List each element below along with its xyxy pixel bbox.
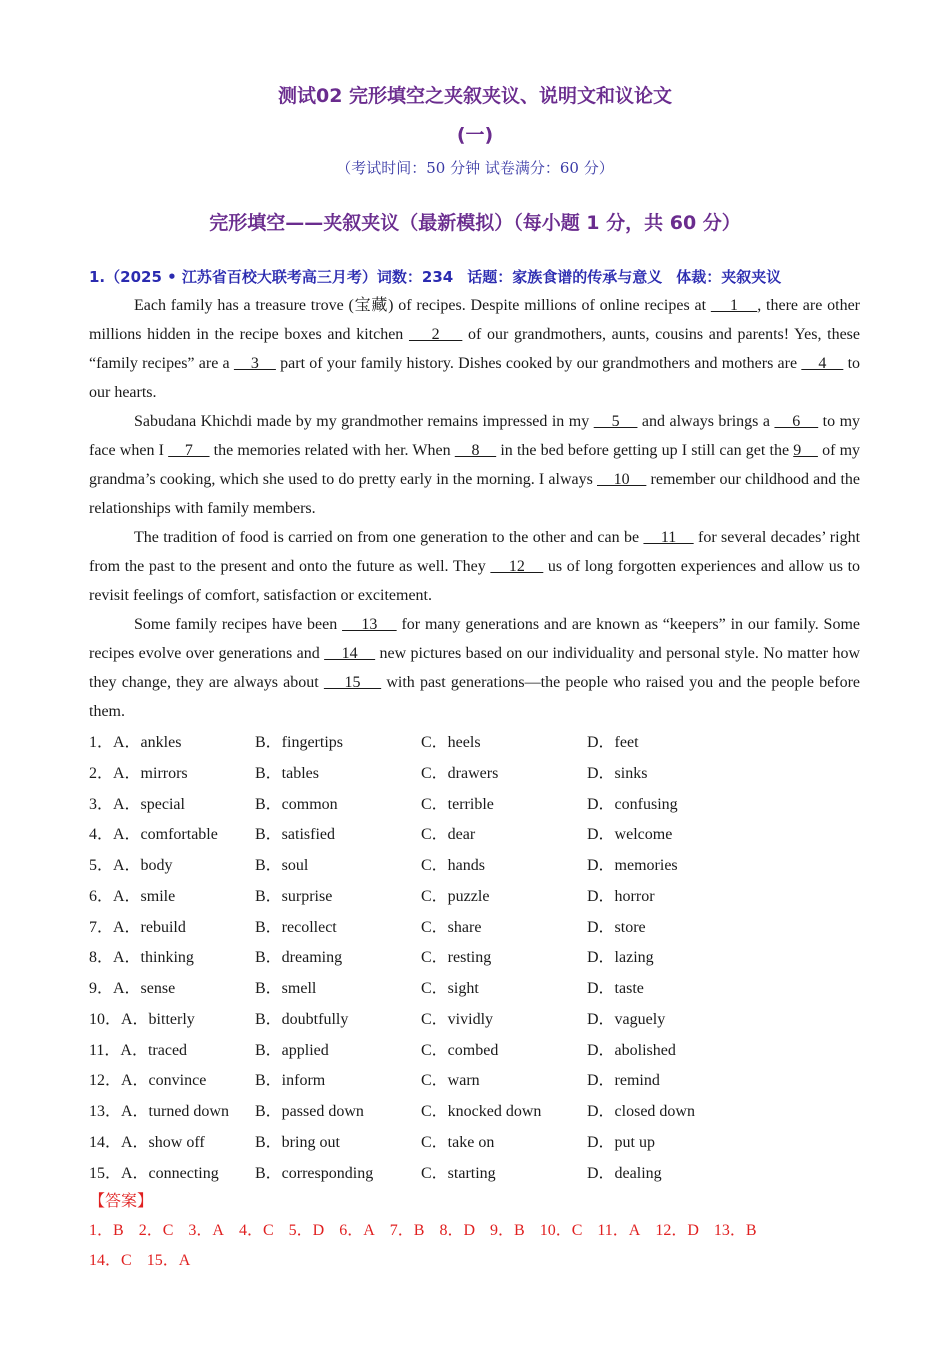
answer-item: 1．B (89, 1222, 124, 1239)
text: The tradition of food is carried on from one generation to the other and can be (134, 529, 644, 546)
blank-10: 10 (597, 471, 647, 488)
options-list (89, 728, 860, 1189)
answer-item: 7．B (389, 1222, 425, 1239)
paragraph-4 (89, 610, 860, 726)
option-row (89, 820, 860, 851)
option-d: D．remind (587, 1072, 660, 1090)
option-row (89, 728, 860, 759)
answer-item: 15．A (146, 1252, 191, 1269)
option-b: B．applied (255, 1041, 329, 1059)
option-b: B．fingertips (255, 734, 343, 751)
blank-1: 1 (710, 297, 758, 314)
option-b: B．passed down (255, 1103, 364, 1120)
blank-14: 14 (324, 645, 376, 662)
option-row (89, 1097, 860, 1128)
blank-15: 15 (323, 674, 382, 691)
option-c: C．warn (421, 1072, 480, 1090)
option-row (89, 759, 860, 790)
option-a: 10．A．bitterly (89, 1010, 195, 1028)
answer-item: 6．A (339, 1222, 375, 1239)
option-b: B．inform (255, 1072, 326, 1090)
option-a: 6．A．smile (89, 887, 176, 905)
option-a: 11．A．traced (89, 1041, 188, 1059)
option-row (89, 1005, 860, 1036)
option-b: B．bring out (255, 1133, 340, 1151)
option-row (89, 943, 860, 974)
option-c: C．knocked down (421, 1103, 542, 1120)
option-a: 3．A．special (89, 795, 185, 813)
option-d: D．taste (587, 980, 644, 997)
answer-item: 10．C (539, 1222, 583, 1239)
text: in the bed before getting up I still can get the (496, 442, 794, 459)
option-row (89, 913, 860, 944)
text: the memories related with her. When (209, 442, 455, 459)
text: Some family recipes have been (134, 616, 343, 633)
blank-2: 2 (408, 326, 463, 343)
option-a: 15．A．connecting (89, 1164, 219, 1182)
option-d: D．welcome (587, 826, 673, 844)
question-genre: 体裁：夹叙夹议 (676, 268, 782, 286)
option-a: 12．A．convince (89, 1072, 207, 1090)
option-c: C．resting (421, 949, 492, 967)
option-a: 7．A．rebuild (89, 918, 186, 936)
option-b: B．soul (255, 857, 309, 874)
answer-item: 5．D (288, 1222, 325, 1239)
text: , there are other millions hidden in the recipe boxes and kitchen (89, 297, 860, 343)
option-a: 8．A．thinking (89, 949, 194, 967)
document-subtitle: (一) (456, 124, 494, 146)
option-a: 5．A．body (89, 857, 173, 874)
question-source: 1.（2025 • 江苏省百校大联考高三月考）词数：234 (89, 268, 454, 286)
option-a: 2．A．mirrors (89, 764, 188, 782)
option-c: C．vividly (421, 1010, 494, 1028)
option-c: C．hands (421, 857, 486, 874)
blank-4: 4 (801, 355, 844, 372)
blank-5: 5 (593, 413, 638, 430)
option-c: C．combed (421, 1041, 499, 1059)
blank-13: 13 (342, 616, 397, 633)
option-d: D．confusing (587, 795, 678, 813)
text: for many generations and are known as “keepers” in our family. Some recipes evolve over generations and (89, 616, 861, 662)
option-c: C．take on (421, 1133, 495, 1151)
option-row (89, 1036, 860, 1067)
option-row (89, 1128, 860, 1159)
option-row (89, 1159, 860, 1190)
blank-8: 8 (454, 442, 497, 459)
option-a: 4．A．comfortable (89, 826, 218, 844)
text: new pictures based on our individuality and personal style. No matter how they change, they are always about (89, 645, 860, 691)
option-d: D．abolished (587, 1041, 676, 1059)
option-b: B．dreaming (255, 949, 343, 967)
option-a: 13．A．turned down (89, 1103, 229, 1120)
option-c: C．starting (421, 1164, 496, 1182)
text: part of your family history. Dishes cooked by our grandmothers and mothers are (275, 355, 802, 372)
answer-label: 【答案】 (89, 1193, 154, 1210)
option-row (89, 851, 860, 882)
option-b: B．satisfied (255, 826, 335, 844)
option-d: D．put up (587, 1133, 656, 1151)
text: of our grandmothers, aunts, cousins and parents! Yes, these “family recipes” are a (89, 326, 860, 372)
blank-7: 7 (168, 442, 210, 459)
text: to my face when I (89, 413, 861, 459)
answer-item: 14．C (89, 1252, 132, 1269)
option-b: B．corresponding (255, 1164, 374, 1182)
option-d: D．closed down (587, 1103, 695, 1120)
text: and always brings a (637, 413, 775, 430)
text: with past generations—the people who raised you and the people before them. (89, 674, 861, 720)
option-c: C．share (421, 918, 482, 936)
text: of my grandma’s cooking, which she used to do pretty early in the morning. I always (89, 442, 861, 488)
answer-item: 9．B (490, 1222, 525, 1239)
answer-item: 8．D (439, 1222, 475, 1239)
paragraph-2 (89, 407, 860, 523)
blank-11: 11 (643, 529, 694, 546)
blank-3: 3 (233, 355, 276, 372)
answer-key (89, 1216, 860, 1276)
option-c: C．drawers (421, 764, 499, 782)
blank-9: 9 (793, 442, 818, 459)
option-b: B．surprise (255, 887, 333, 905)
option-d: D．lazing (587, 949, 654, 967)
text: Sabudana Khichdi made by my grandmother remains impressed in my (134, 413, 594, 430)
option-d: D．store (587, 918, 646, 936)
cloze-passage (89, 291, 860, 726)
option-d: D．memories (587, 857, 678, 874)
paragraph-3 (89, 523, 860, 610)
option-a: 1．A．ankles (89, 734, 182, 751)
option-b: B．common (255, 795, 338, 813)
option-d: D．horror (587, 887, 655, 905)
text: to our hearts. (89, 355, 861, 401)
option-a: 9．A．sense (89, 980, 176, 997)
option-row (89, 790, 860, 821)
option-a: 14．A．show off (89, 1133, 205, 1151)
answer-item: 13．B (713, 1222, 757, 1239)
option-c: C．sight (421, 980, 479, 997)
answer-item: 4．C (238, 1222, 274, 1239)
option-d: D．feet (587, 734, 639, 751)
question-topic: 话题：家族食谱的传承与意义 (467, 268, 663, 286)
option-b: B．tables (255, 764, 319, 782)
blank-12: 12 (490, 558, 544, 575)
option-c: C．terrible (421, 795, 494, 813)
blank-6: 6 (774, 413, 819, 430)
document-title: 测试02 完形填空之夹叙夹议、说明文和议论文 (277, 85, 673, 107)
option-c: C．puzzle (421, 887, 490, 905)
option-b: B．smell (255, 980, 317, 997)
section-title: 完形填空——夹叙夹议（最新模拟）（每小题 1 分，共 60 分） (209, 212, 741, 234)
option-d: D．dealing (587, 1164, 662, 1182)
answer-item: 3．A (188, 1222, 224, 1239)
paragraph-1 (89, 291, 860, 407)
option-b: B．recollect (255, 918, 337, 936)
option-c: C．dear (421, 826, 476, 844)
text: Each family has a treasure trove (宝藏) of recipes. Despite millions of online recipes at (134, 297, 711, 314)
question-header (89, 266, 795, 287)
text: us of long forgotten experiences and allow us to revisit feelings of comfort, satisfaction or excitement. (89, 558, 861, 604)
option-row (89, 974, 860, 1005)
exam-info: （考试时间：50 分钟 试卷满分：60 分） (336, 159, 614, 177)
answer-item: 11．A (597, 1222, 641, 1239)
option-row (89, 1066, 860, 1097)
option-row (89, 882, 860, 913)
option-b: B．doubtfully (255, 1010, 349, 1028)
answer-item: 2．C (138, 1222, 174, 1239)
answer-item: 12．D (655, 1222, 699, 1239)
option-d: D．vaguely (587, 1010, 666, 1028)
text: remember our childhood and the relationships with family members. (89, 471, 860, 517)
option-d: D．sinks (587, 764, 648, 782)
text: for several decades’ right from the past to the present and onto the future as well. They (89, 529, 861, 575)
option-c: C．heels (421, 734, 481, 751)
